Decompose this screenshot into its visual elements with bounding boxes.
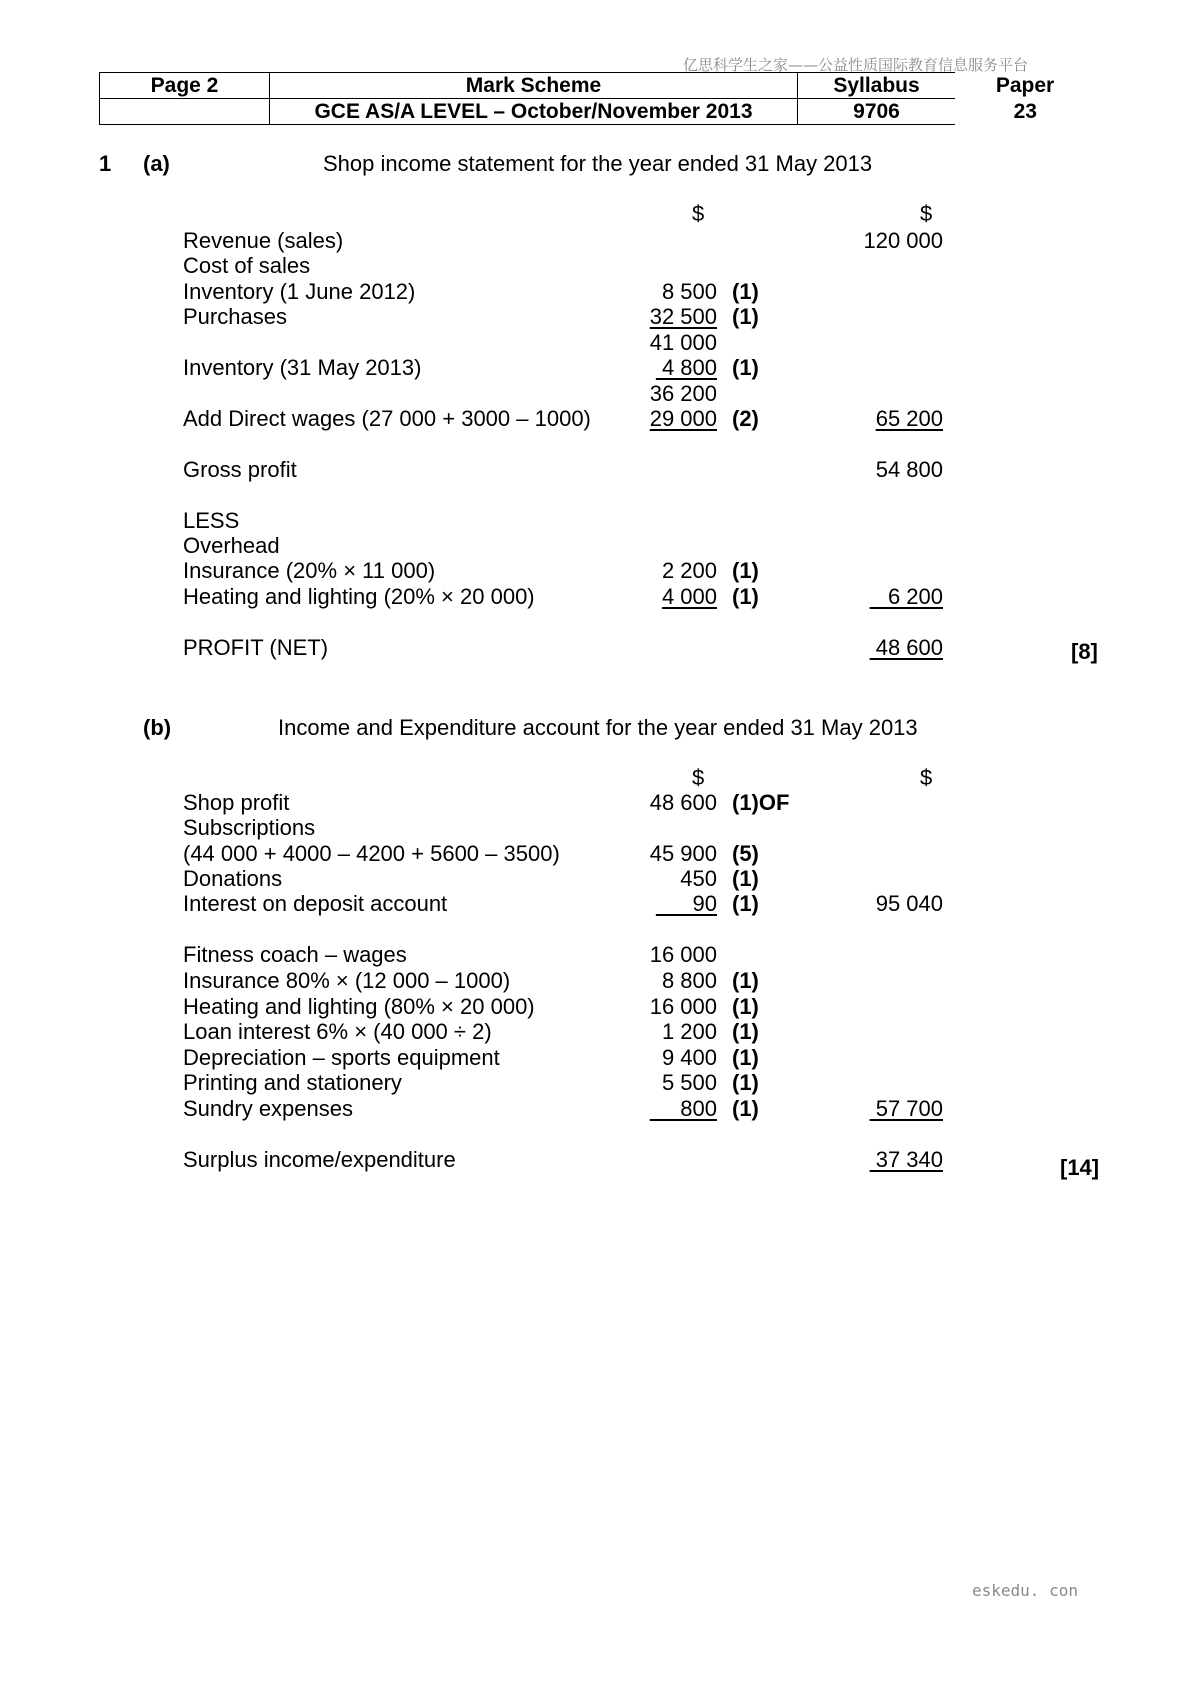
- row-value-col1: 1 200: [661, 1019, 717, 1044]
- row-value-col1: 16 000: [649, 942, 717, 967]
- row-value-col1: 450: [680, 866, 717, 891]
- row-mark: (1): [732, 891, 759, 916]
- row-mark: (1): [732, 304, 759, 329]
- header-paper-no: 23: [1013, 100, 1037, 123]
- row-mark: (1): [732, 866, 759, 891]
- row-label: Depreciation – sports equipment: [183, 1045, 500, 1070]
- row-value-col1: 32 500: [649, 304, 717, 329]
- row-value-col1: 9 400: [661, 1045, 717, 1070]
- row-value-col2: 120 000: [863, 228, 943, 253]
- row-value-col1: 8 500: [661, 279, 717, 304]
- row-label: Sundry expenses: [183, 1096, 353, 1121]
- row-label: Revenue (sales): [183, 228, 344, 253]
- row-value-col1: 2 200: [661, 558, 717, 583]
- row-value-col2: 54 800: [875, 457, 943, 482]
- row-label: Purchases: [183, 304, 287, 329]
- row-label: Inventory (31 May 2013): [183, 355, 422, 380]
- question-number: 1: [99, 151, 112, 176]
- watermark-bottom: eskedu. con: [972, 1581, 1078, 1600]
- row-label: Insurance 80% × (12 000 – 1000): [183, 968, 511, 993]
- row-mark: (1): [732, 279, 759, 304]
- row-value-col2: 48 600: [869, 635, 943, 660]
- row-value-col1: 41 000: [649, 330, 717, 355]
- row-mark: (1): [732, 994, 759, 1019]
- row-value-col1: 45 900: [649, 841, 717, 866]
- row-value-col2: 95 040: [875, 891, 943, 916]
- row-value-col1: 5 500: [661, 1070, 717, 1095]
- row-value-col1: 36 200: [649, 381, 717, 406]
- row-label: Cost of sales: [183, 253, 311, 278]
- row-value-col1: 800: [649, 1096, 717, 1121]
- row-label: Interest on deposit account: [183, 891, 448, 916]
- row-label: Insurance (20% × 11 000): [183, 558, 436, 583]
- header-empty-cell: [100, 99, 270, 125]
- part-a-title: Shop income statement for the year ended 31 May 2013: [323, 151, 873, 176]
- header-page: Page 2: [100, 73, 270, 99]
- part-b-label: (b): [143, 715, 172, 740]
- row-mark: (5): [732, 841, 759, 866]
- header-paper-label: Paper: [995, 74, 1055, 97]
- row-label: Donations: [183, 866, 283, 891]
- part-a-total-mark: [8]: [1071, 639, 1098, 664]
- row-mark: (1): [732, 355, 759, 380]
- row-label: Gross profit: [183, 457, 297, 482]
- part-b-col2-header: $: [920, 765, 933, 790]
- row-label: Add Direct wages (27 000 + 3000 – 1000): [183, 406, 591, 431]
- row-mark: (1): [732, 584, 759, 609]
- header-syllabus-label: Syllabus: [798, 73, 956, 99]
- row-mark: (1): [732, 1045, 759, 1070]
- row-label: Heating and lighting (20% × 20 000): [183, 584, 535, 609]
- row-label: Printing and stationery: [183, 1070, 402, 1095]
- row-mark: (2): [732, 406, 759, 431]
- part-a-col1-header: $: [692, 201, 705, 226]
- row-label: Surplus income/expenditure: [183, 1147, 456, 1172]
- row-value-col1: 48 600: [649, 790, 717, 815]
- row-value-col2: 37 340: [869, 1147, 943, 1172]
- part-b-total-mark: [14]: [1060, 1155, 1100, 1180]
- row-value-col1: 29 000: [649, 406, 717, 431]
- row-mark: (1): [732, 968, 759, 993]
- part-b-title: Income and Expenditure account for the year ended 31 May 2013: [278, 715, 918, 740]
- part-a-col2-header: $: [920, 201, 933, 226]
- row-value-col1: 4 800: [655, 355, 717, 380]
- row-mark: (1)OF: [732, 790, 790, 815]
- watermark-top: 亿思科学生之家——公益性质国际教育信息服务平台: [683, 56, 1029, 74]
- header-syllabus-code: 9706: [798, 99, 956, 125]
- header-title: Mark Scheme: [270, 73, 798, 99]
- row-label: Heating and lighting (80% × 20 000): [183, 994, 535, 1019]
- row-label: (44 000 + 4000 – 4200 + 5600 – 3500): [183, 841, 560, 866]
- header-exam: GCE AS/A LEVEL – October/November 2013: [270, 99, 798, 125]
- row-mark: (1): [732, 1096, 759, 1121]
- row-value-col1: 16 000: [649, 994, 717, 1019]
- row-label: PROFIT (NET): [183, 635, 329, 660]
- row-label: Fitness coach – wages: [183, 942, 407, 967]
- part-b-col1-header: $: [692, 765, 705, 790]
- row-value-col1: 90: [655, 891, 717, 916]
- row-value-col2: 65 200: [875, 406, 943, 431]
- row-value-col1: 8 800: [661, 968, 717, 993]
- row-label: Loan interest 6% × (40 000 ÷ 2): [183, 1019, 492, 1044]
- row-label: Overhead: [183, 533, 280, 558]
- row-mark: (1): [732, 1019, 759, 1044]
- row-label: Inventory (1 June 2012): [183, 279, 416, 304]
- row-label: LESS: [183, 508, 240, 533]
- row-value-col1: 4 000: [661, 584, 717, 609]
- header-table: [99, 72, 1096, 125]
- row-mark: (1): [732, 558, 759, 583]
- row-label: Subscriptions: [183, 815, 316, 840]
- row-mark: (1): [732, 1070, 759, 1095]
- part-a-label: (a): [143, 151, 170, 176]
- row-label: Shop profit: [183, 790, 290, 815]
- row-value-col2: 57 700: [869, 1096, 943, 1121]
- row-value-col2: 6 200: [869, 584, 943, 609]
